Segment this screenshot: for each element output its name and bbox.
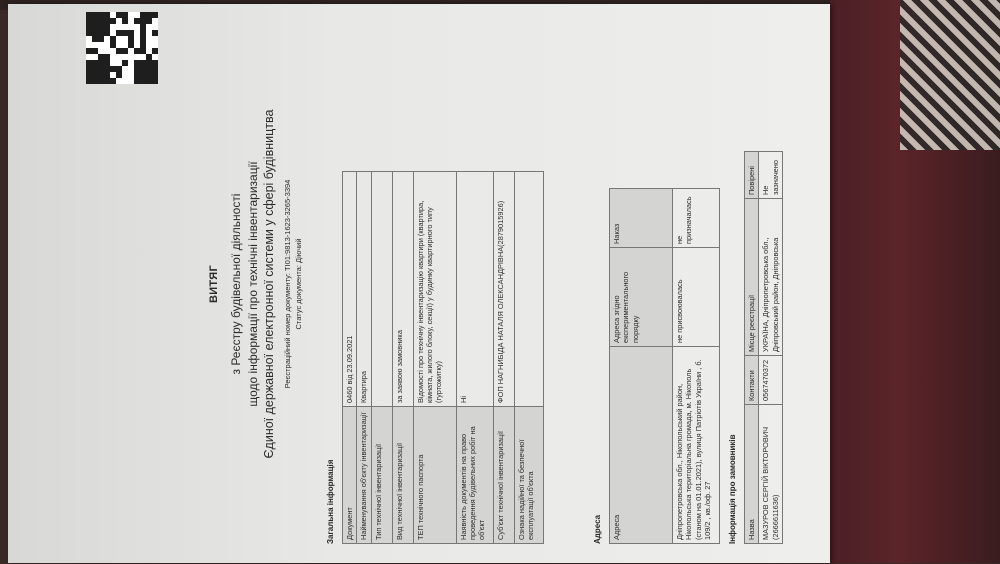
cell-value: Відомості про технічну інвентаризацію квартири (квартира, кімната, жилого блоку, секції) у будинку квартирного типу (гуртожитку) bbox=[413, 172, 456, 407]
title-block bbox=[208, 4, 306, 564]
doc-subtitle-3: Єдиної державної електронної системи у сфері будівництва bbox=[262, 109, 277, 459]
cell-address: Дніпропетровська обл., Нікопольський район, Нікопольська територіальна громада, м. Нікополь (станом на 01.01.2021), вулиця Патріотів України , б. 109/2 , кв./оф. 27 bbox=[673, 347, 720, 544]
general-table bbox=[342, 171, 544, 544]
cell-value: Квартира bbox=[357, 172, 371, 407]
table-row bbox=[392, 172, 413, 544]
address-heading: Адреса bbox=[593, 514, 602, 544]
cell-registration: УКРАЇНА, Дніпропетровська обл., Дніпровський район, Дніпровська bbox=[759, 199, 783, 356]
cell-value bbox=[371, 172, 392, 407]
doc-status: Статус документа: Діючий bbox=[294, 238, 304, 330]
cell-name: МАЗУРОВ СЕРГІЙ ВІКТОРОВИЧ (2666611636) bbox=[759, 405, 783, 544]
table-row bbox=[673, 189, 720, 544]
qr-module bbox=[152, 12, 158, 18]
reg-number: Реєстраційний номер документу: TI01:9813-1623-3265-3394 bbox=[282, 179, 292, 389]
qr-module bbox=[152, 30, 158, 36]
table-row bbox=[759, 152, 783, 544]
table-row bbox=[357, 172, 371, 544]
table-row bbox=[413, 172, 456, 544]
table-row bbox=[456, 172, 493, 544]
table-row bbox=[493, 172, 514, 544]
cell-attorney: Не зазначено bbox=[759, 152, 783, 199]
customers-heading: Інформація про замовників bbox=[728, 434, 737, 544]
qr-module bbox=[152, 24, 158, 30]
table-row bbox=[514, 172, 543, 544]
paper-sheet bbox=[8, 4, 830, 563]
document-page bbox=[38, 4, 838, 564]
qr-module bbox=[152, 42, 158, 48]
cell-label: ТЕП технічного паспорта bbox=[413, 407, 456, 544]
cell-label: Вид технічної інвентаризації bbox=[392, 407, 413, 544]
cell-value: за заявою замовника bbox=[392, 172, 413, 407]
table-row bbox=[343, 172, 357, 544]
table-row bbox=[610, 189, 673, 544]
cell-value: 0460 від 23.09.2021 bbox=[343, 172, 357, 407]
doc-title: ВИТЯГ bbox=[208, 264, 220, 304]
cell-label: Наявність документів на право проведення будівельних робіт на об'єкт bbox=[456, 407, 493, 544]
qr-module bbox=[152, 66, 158, 72]
general-heading: Загальна інформація bbox=[326, 459, 335, 544]
col-header: Адреса згідно експериментального порядку bbox=[610, 248, 673, 347]
cell-value bbox=[514, 172, 543, 407]
qr-module bbox=[152, 60, 158, 66]
cell-label: Суб'єкт технічної інвентаризації bbox=[493, 407, 514, 544]
cell-exp-address: не присвоювалась bbox=[673, 248, 720, 347]
qr-module bbox=[152, 18, 158, 24]
customers-table bbox=[744, 151, 783, 544]
col-header: Адреса bbox=[610, 347, 673, 544]
address-table bbox=[609, 188, 720, 544]
table-row bbox=[371, 172, 392, 544]
cell-label: Тип технічної інвентаризації bbox=[371, 407, 392, 544]
doc-subtitle-2: щодо інформації про технічні інвентаризації bbox=[245, 161, 260, 407]
table-row bbox=[745, 152, 759, 544]
cell-label: Ознака надійної та безпечної експлуатації об'єкта bbox=[514, 407, 543, 544]
qr-module bbox=[152, 36, 158, 42]
qr-code bbox=[86, 12, 158, 84]
cell-value: Ні bbox=[456, 172, 493, 407]
doc-subtitle-1: з Реєстру будівельної діяльності bbox=[228, 193, 243, 375]
background-pattern bbox=[900, 0, 1000, 150]
cell-order: не призначалась bbox=[673, 189, 720, 248]
col-header: Наказ bbox=[610, 189, 673, 248]
qr-module bbox=[152, 54, 158, 60]
col-header: Контакти bbox=[745, 356, 759, 405]
cell-contacts: 0567470372 bbox=[759, 356, 783, 405]
qr-module bbox=[152, 48, 158, 54]
qr-module bbox=[152, 78, 158, 84]
cell-label: Документ bbox=[343, 407, 357, 544]
col-header: Місце реєстрації bbox=[745, 199, 759, 356]
cell-value: ФОП НАГНИБІДА НАТАЛЯ ОЛЕКСАНДРІВНА(2879015926) bbox=[493, 172, 514, 407]
qr-module bbox=[152, 72, 158, 78]
col-header: Повірені bbox=[745, 152, 759, 199]
cell-label: Найменування об'єкту інвентаризації bbox=[357, 407, 371, 544]
col-header: Назва bbox=[745, 405, 759, 544]
